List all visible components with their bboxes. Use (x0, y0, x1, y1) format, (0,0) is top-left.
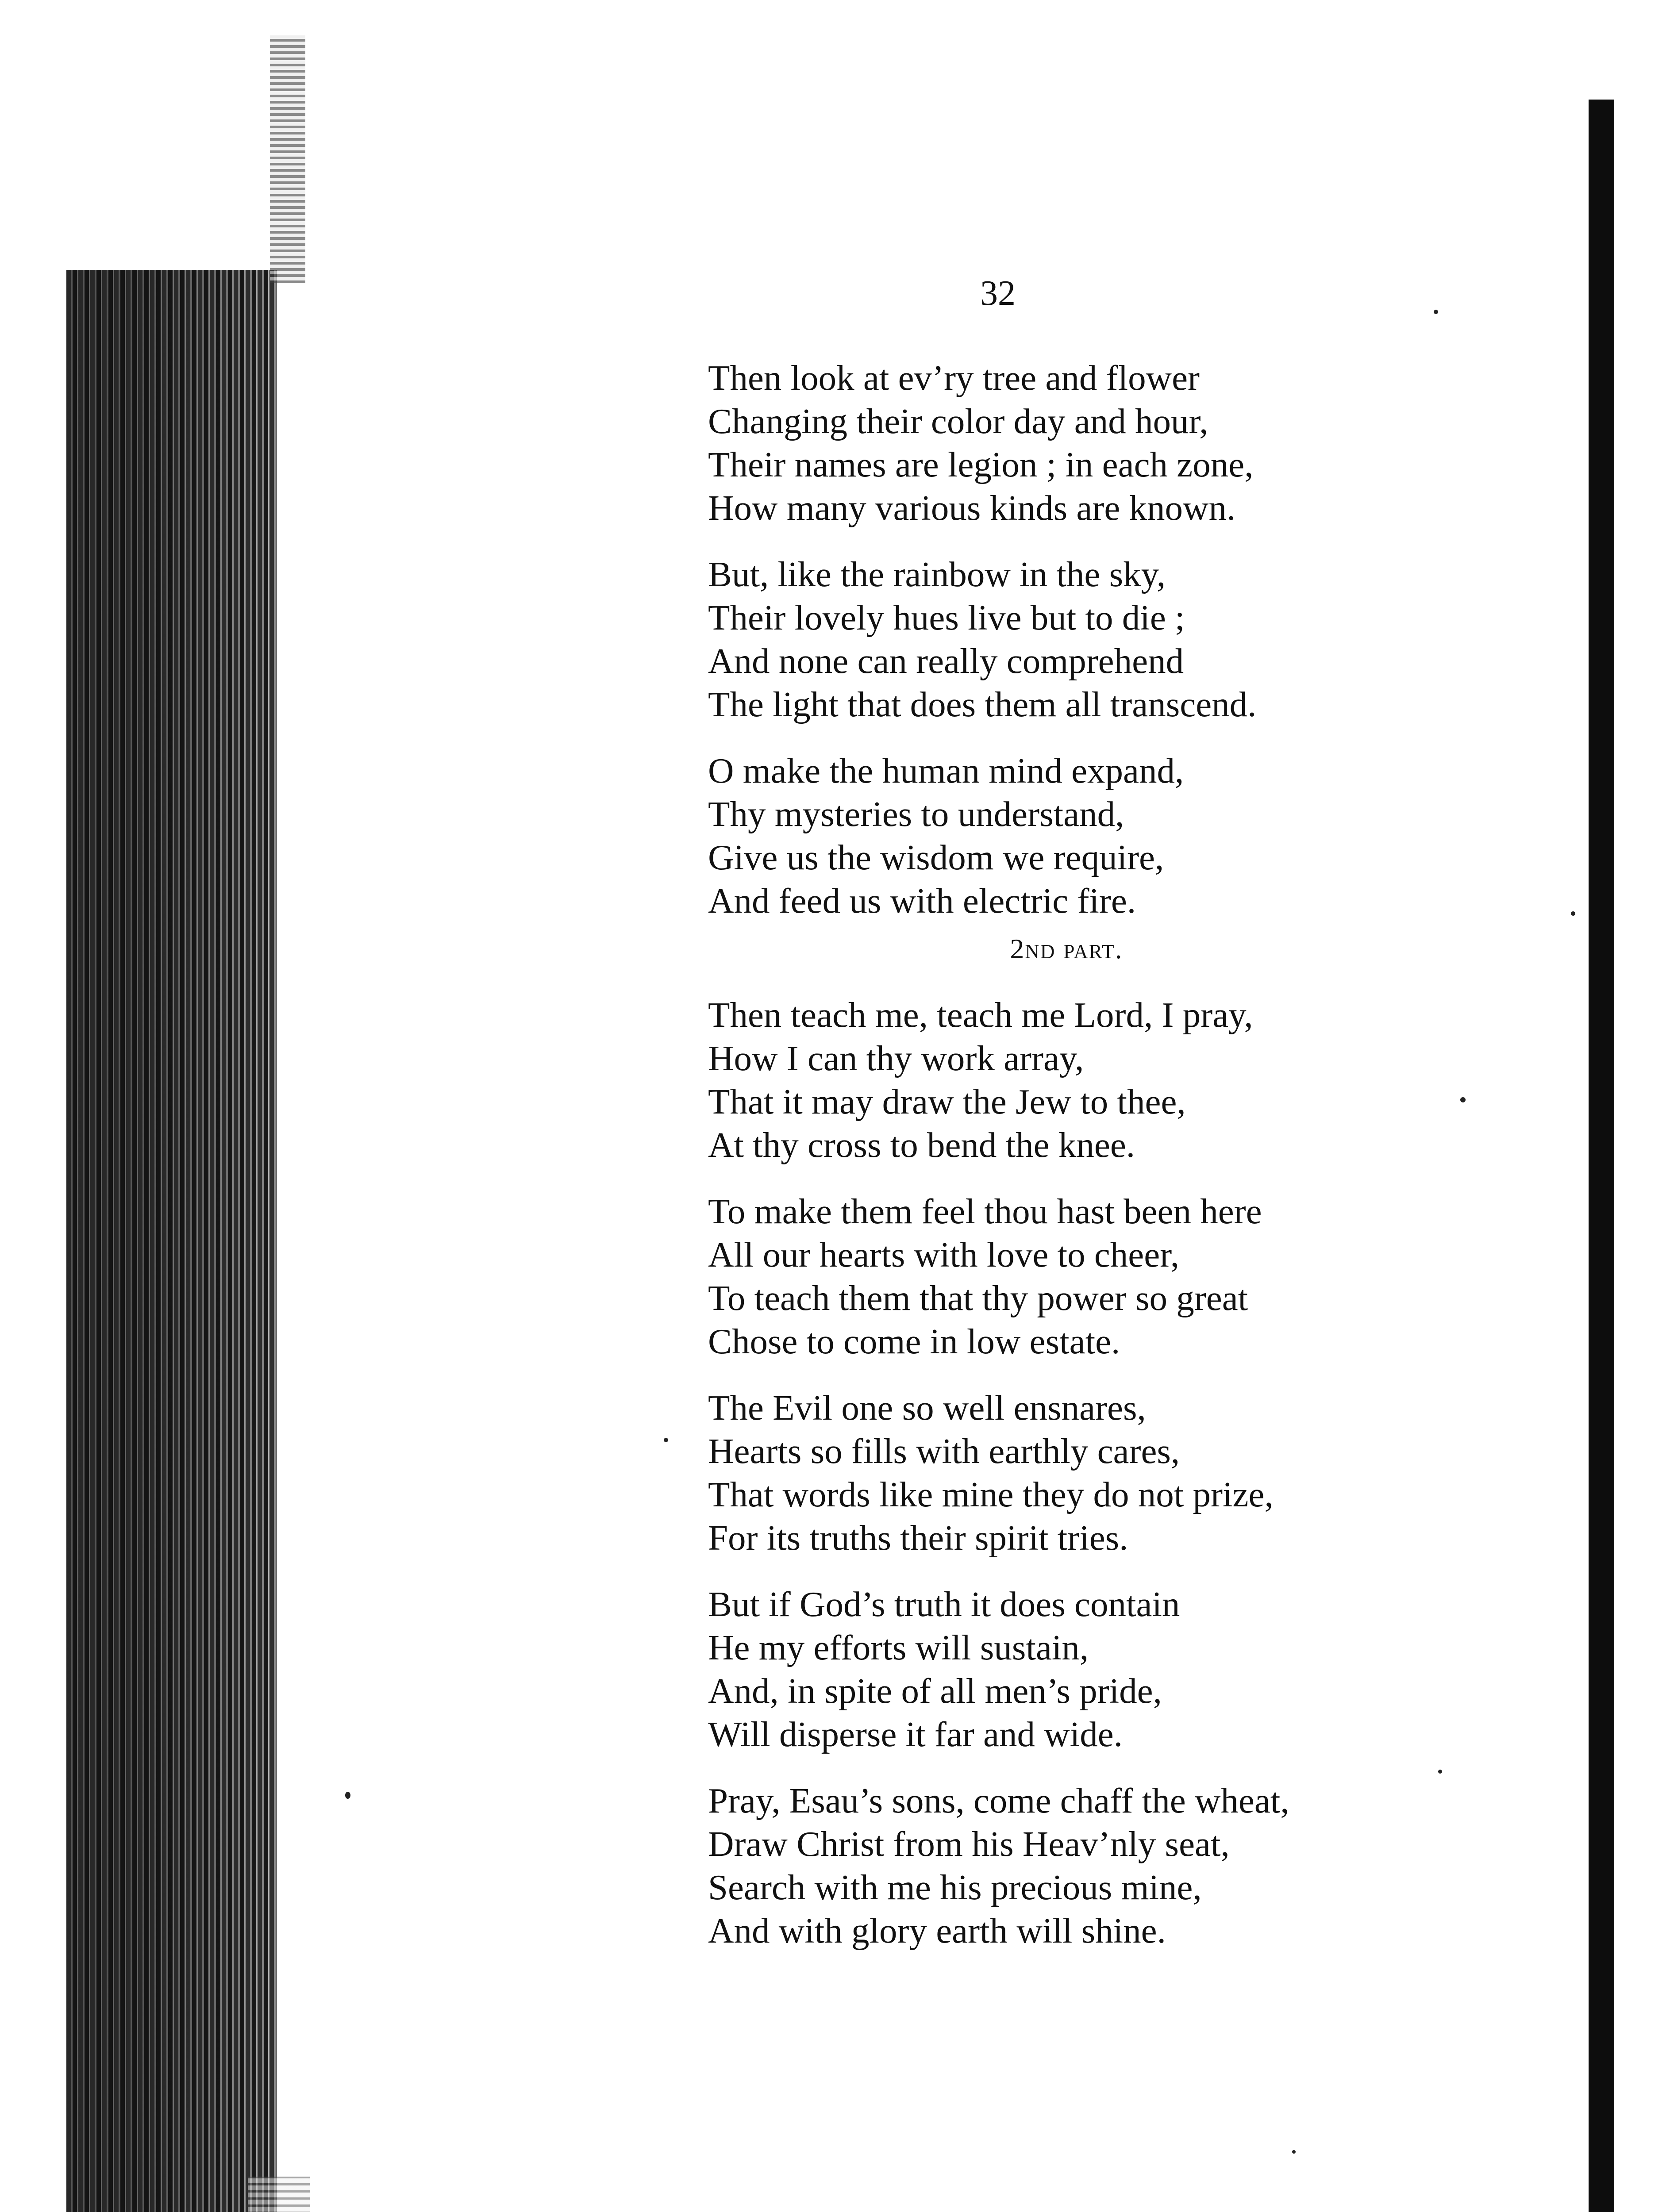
stanza (708, 1190, 1398, 1363)
scan-speck (1434, 310, 1438, 314)
scan-speck (1460, 1097, 1466, 1102)
poem-line: That words like mine they do not prize, (708, 1475, 1274, 1514)
poem-line: Their names are legion ; in each zone, (708, 445, 1254, 484)
poem-line: That it may draw the Jew to thee, (708, 1082, 1186, 1121)
scan-speck (345, 1792, 350, 1799)
scanned-binding-edge (66, 270, 277, 2212)
poem-line: Give us the wisdom we require, (708, 837, 1164, 877)
poem-line: Then teach me, teach me Lord, I pray, (708, 995, 1253, 1035)
poem-line: How many various kinds are known. (708, 488, 1236, 528)
poem-line: O make the human mind expand, (708, 751, 1184, 791)
part-heading: 2nd part. (1010, 933, 1123, 964)
poem-line: The Evil one so well ensnares, (708, 1388, 1146, 1428)
poem-line: But if God’s truth it does contain (708, 1584, 1180, 1624)
poem-line: To make them feel thou hast been here (708, 1191, 1262, 1231)
poem-line: For its truths their spirit tries. (708, 1518, 1128, 1558)
poem-line: And feed us with electric fire. (708, 881, 1136, 921)
poem-line: At thy cross to bend the knee. (708, 1125, 1135, 1165)
poem-line: All our hearts with love to cheer, (708, 1235, 1180, 1275)
poem-line: Thy mysteries to understand, (708, 794, 1124, 834)
poem-line: Pray, Esau’s sons, come chaff the wheat, (708, 1781, 1289, 1820)
poem (708, 356, 1398, 1975)
stanza (708, 993, 1398, 1167)
poem-line: Search with me his precious mine, (708, 1867, 1202, 1907)
poem-line: Changing their color day and hour, (708, 401, 1208, 441)
poem-line: Draw Christ from his Heav’nly seat, (708, 1824, 1230, 1864)
poem-line: Hearts so fills with earthly cares, (708, 1431, 1180, 1471)
stanza (708, 1582, 1398, 1756)
stanza (708, 749, 1398, 922)
scan-speck (1438, 1770, 1442, 1774)
scanned-right-edge (1589, 100, 1614, 2212)
stanza (708, 1386, 1398, 1559)
poem-line: How I can thy work array, (708, 1038, 1084, 1078)
stanza (708, 356, 1398, 530)
scanned-binding-bottom (248, 2177, 310, 2212)
poem-line: And none can really comprehend (708, 641, 1184, 681)
stanza (708, 1779, 1398, 1952)
poem-line: The light that does them all transcend. (708, 684, 1257, 724)
stanza (708, 553, 1398, 726)
poem-line: Will disperse it far and wide. (708, 1714, 1123, 1754)
poem-line: But, like the rainbow in the sky, (708, 554, 1166, 594)
poem-line: To teach them that thy power so great (708, 1278, 1248, 1318)
poem-line: Chose to come in low estate. (708, 1321, 1120, 1361)
poem-line: And, in spite of all men’s pride, (708, 1671, 1162, 1711)
page-number: 32 (980, 274, 1016, 313)
poem-line: And with glory earth will shine. (708, 1911, 1166, 1951)
poem-line: Their lovely hues live but to die ; (708, 598, 1185, 637)
poem-line: Then look at ev’ry tree and flower (708, 358, 1200, 398)
scan-speck (664, 1438, 668, 1442)
scan-speck (1571, 911, 1575, 916)
scanned-binding-top (270, 35, 305, 283)
scan-speck (1292, 2150, 1296, 2154)
poem-line: He my efforts will sustain, (708, 1628, 1089, 1667)
